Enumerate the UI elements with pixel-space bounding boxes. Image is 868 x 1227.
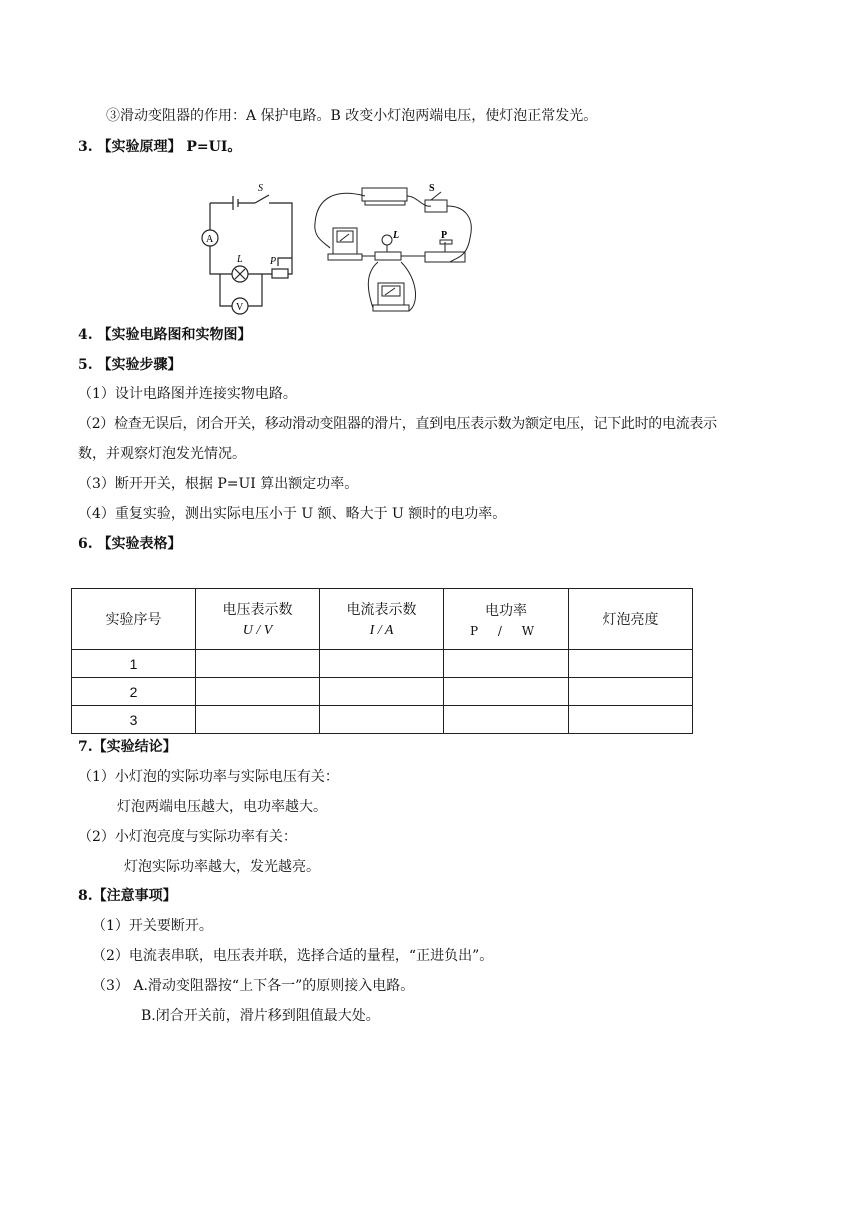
note-1: （1）开关要断开。: [92, 918, 213, 934]
label-p: P: [270, 256, 277, 267]
section-3-heading: 3. 【实验原理】 P=UI。: [78, 139, 242, 155]
section-5-heading: 5. 【实验步骤】: [78, 357, 182, 373]
header-cell: 灯泡亮度: [569, 589, 693, 650]
circuit-diagram: [195, 178, 485, 328]
section-7-heading: 7.【实验结论】: [78, 739, 177, 755]
intro-line: ③滑动变阻器的作用：A 保护电路。B 改变小灯泡两端电压，使灯泡正常发光。: [106, 108, 598, 124]
step-2b: 数，并观察灯泡发光情况。: [78, 446, 246, 462]
header-cell: 实验序号: [72, 589, 196, 650]
header-cell: 电流表示数 I / A: [320, 589, 444, 650]
note-3b: B.闭合开关前，滑片移到阻值最大处。: [141, 1008, 380, 1024]
row-index: 1: [72, 650, 196, 678]
note-2: （2）电流表串联，电压表并联，选择合适的量程，“正进负出”。: [92, 948, 494, 964]
step-4: （4）重复实验，测出实际电压小于 U 额、略大于 U 额时的电功率。: [78, 506, 507, 522]
header-cell: 电功率 P / W: [444, 589, 569, 650]
table-header-row: [72, 589, 693, 650]
header-cell: 电压表示数 U / V: [196, 589, 320, 650]
conclusion-2: （2）小灯泡亮度与实际功率有关：: [78, 829, 297, 845]
step-3: （3）断开开关，根据 P=UI 算出额定功率。: [78, 476, 359, 492]
section-8-heading: 8.【注意事项】: [78, 888, 177, 904]
label-v: V: [236, 302, 244, 313]
section-4-heading: 4. 【实验电路图和实物图】: [78, 327, 252, 343]
table-row: [72, 706, 693, 734]
label-l: L: [237, 254, 243, 265]
row-index: 2: [72, 678, 196, 706]
conclusion-1-detail: 灯泡两端电压越大，电功率越大。: [117, 799, 327, 815]
step-1: （1）设计电路图并连接实物电路。: [78, 386, 297, 402]
conclusion-1: （1）小灯泡的实际功率与实际电压有关：: [78, 769, 339, 785]
label-a: A: [206, 234, 214, 245]
section-6-heading: 6. 【实验表格】: [78, 536, 182, 552]
note-3: （3） A.滑动变阻器按“上下各一”的原则接入电路。: [92, 978, 415, 994]
row-index: 3: [72, 706, 196, 734]
table-row: [72, 650, 693, 678]
table-row: [72, 678, 693, 706]
experiment-table: [71, 588, 693, 734]
label-s: S: [258, 183, 263, 194]
conclusion-2-detail: 灯泡实际功率越大，发光越亮。: [124, 859, 320, 875]
label-s2: S: [429, 183, 435, 194]
label-l2: L: [393, 230, 400, 241]
label-p2: P: [441, 230, 448, 241]
step-2a: （2）检查无误后，闭合开关，移动滑动变阻器的滑片，直到电压表示数为额定电压，记下此时的电流表示: [78, 416, 717, 432]
